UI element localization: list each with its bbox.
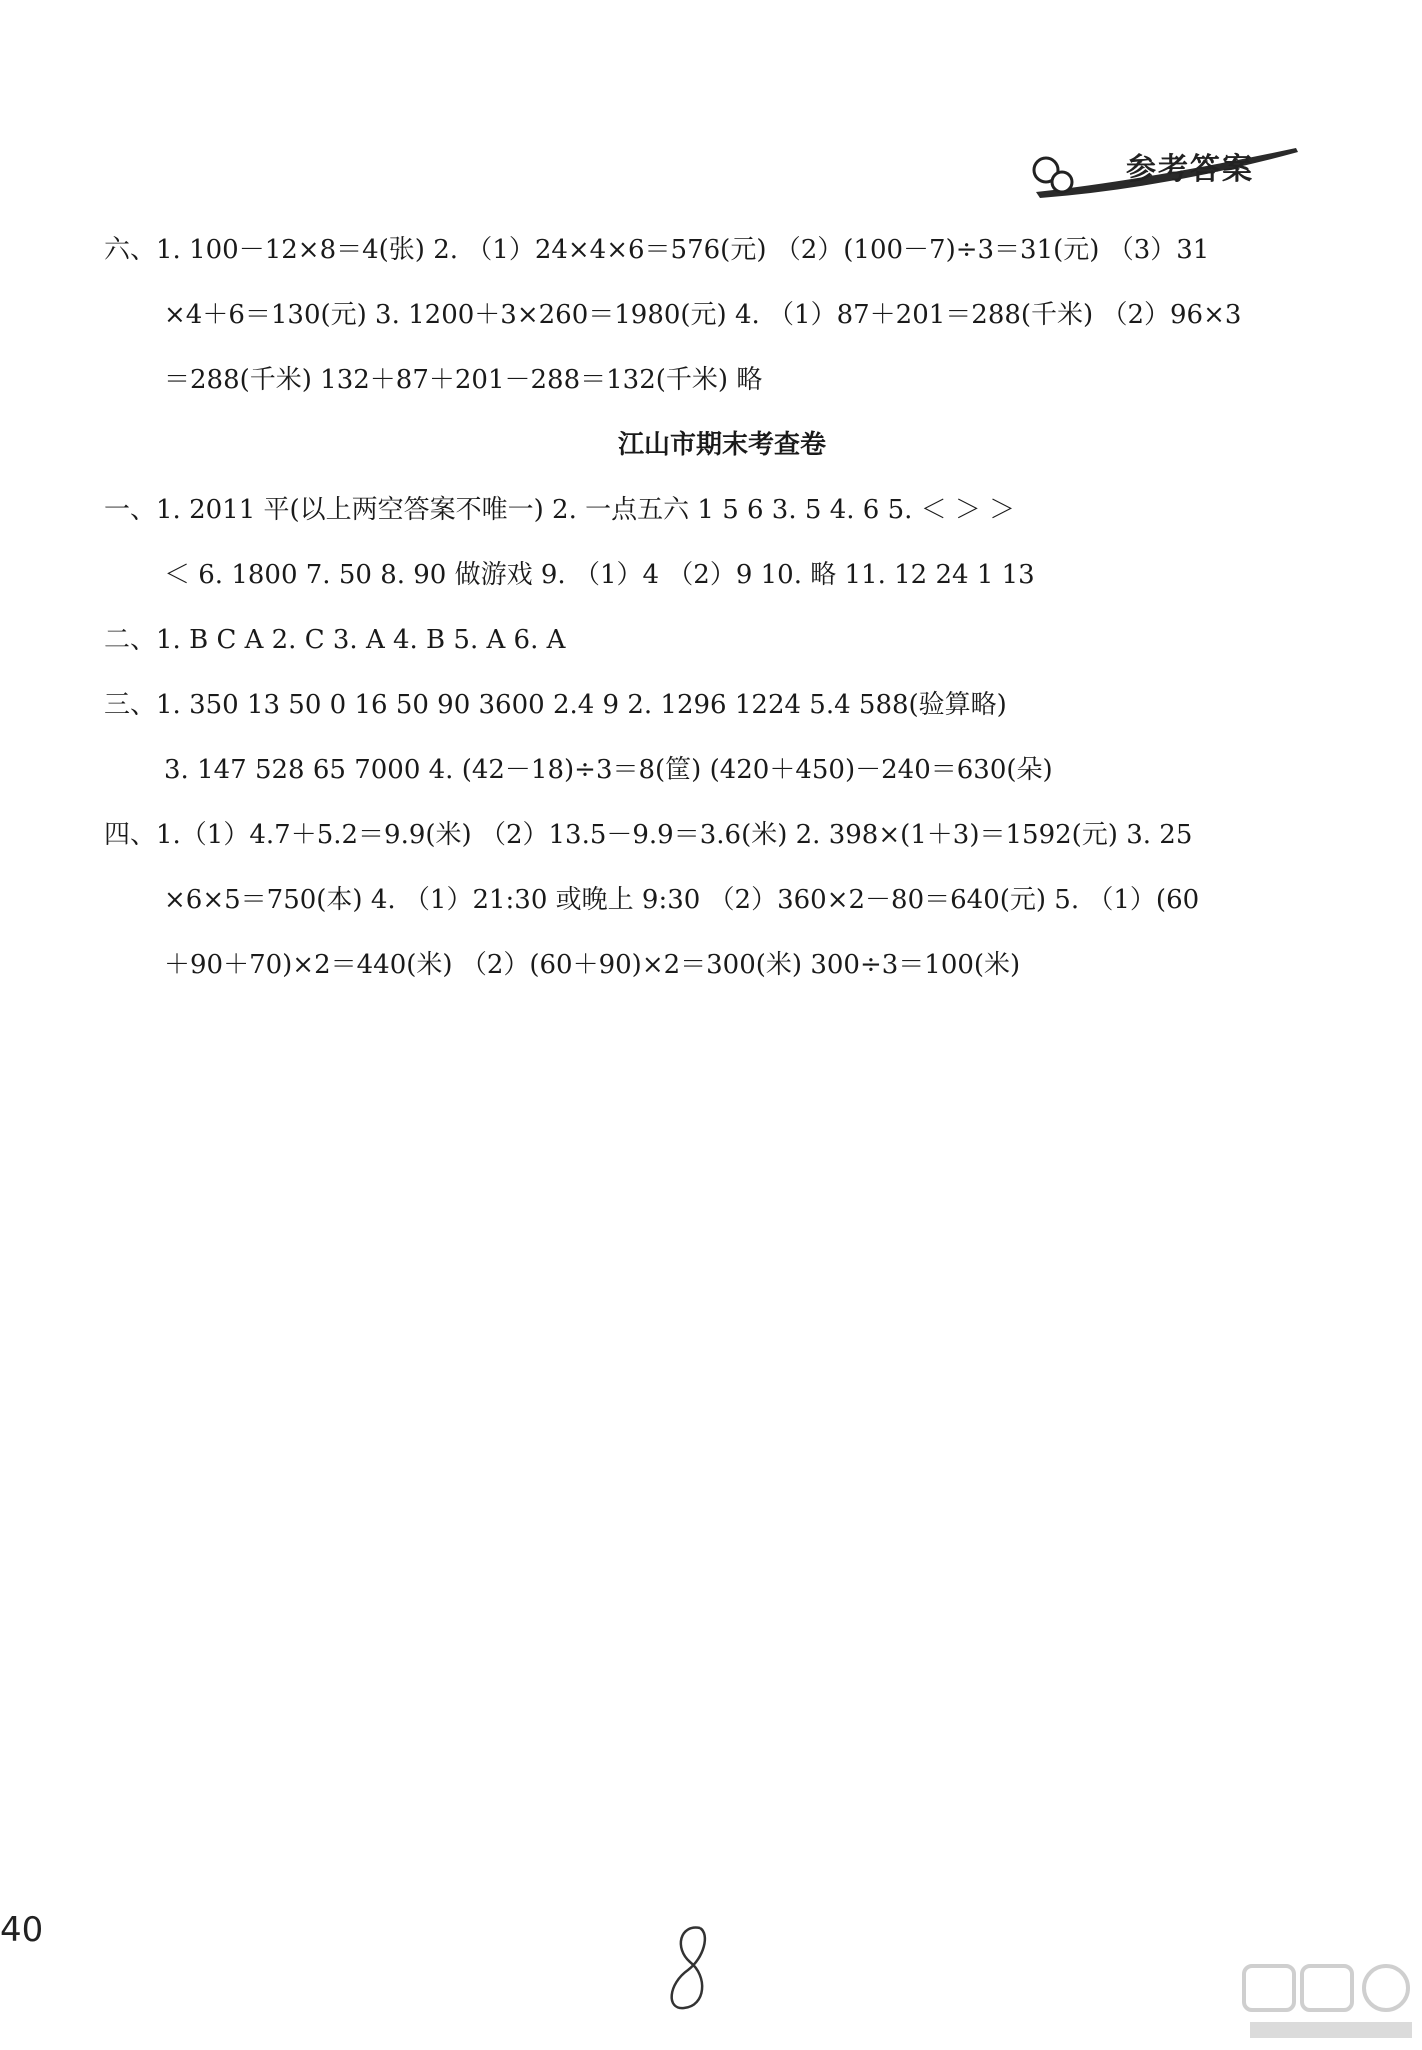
answer-line: ＋90＋70)×2＝440(米) （2）(60＋90)×2＝300(米) 300÷3＝100(米) bbox=[164, 950, 1021, 980]
answer-line: 四、1.（1）4.7＋5.2＝9.9(米) （2）13.5－9.9＝3.6(米) 2. 398×(1＋3)＝1592(元) 3. 25 bbox=[104, 820, 1193, 850]
page-number: 40 bbox=[0, 1910, 44, 1950]
watermark-logo bbox=[1240, 1960, 1422, 2046]
section-title: 江山市期末考查卷 bbox=[617, 430, 826, 460]
watermark-icon bbox=[1240, 1960, 1422, 2046]
answer-line: 三、1. 350 13 50 0 16 50 90 3600 2.4 9 2. 1296 1224 5.4 588(验算略) bbox=[104, 690, 1007, 720]
answer-line: ×4＋6＝130(元) 3. 1200＋3×260＝1980(元) 4. （1）87＋201＝288(千米) （2）96×3 bbox=[164, 300, 1242, 330]
answer-line: 六、1. 100－12×8＝4(张) 2. （1）24×4×6＝576(元) （2）(100－7)÷3＝31(元) （3）31 bbox=[104, 235, 1210, 265]
handwritten-8-mark bbox=[660, 1920, 720, 2020]
answer-line: ＜ 6. 1800 7. 50 8. 90 做游戏 9. （1）4 （2）9 10. 略 11. 12 24 1 13 bbox=[164, 560, 1035, 590]
answer-content bbox=[104, 218, 1340, 998]
answer-line: 二、1. B C A 2. C 3. A 4. B 5. A 6. A bbox=[104, 625, 566, 655]
answer-key-badge bbox=[1026, 140, 1306, 206]
answer-key-title: 参考答案 bbox=[1126, 152, 1254, 187]
answer-line: ×6×5＝750(本) 4. （1）21:30 或晚上 9:30 （2）360×2－80＝640(元) 5. （1）(60 bbox=[164, 885, 1200, 915]
answer-line: ＝288(千米) 132＋87＋201－288＝132(千米) 略 bbox=[164, 365, 763, 395]
answer-line: 3. 147 528 65 7000 4. (42－18)÷3＝8(筐) (420＋450)－240＝630(朵) bbox=[164, 755, 1053, 785]
answer-line: 一、1. 2011 平(以上两空答案不唯一) 2. 一点五六 1 5 6 3. 5 4. 6 5. ＜ ＞ ＞ bbox=[104, 495, 1016, 525]
